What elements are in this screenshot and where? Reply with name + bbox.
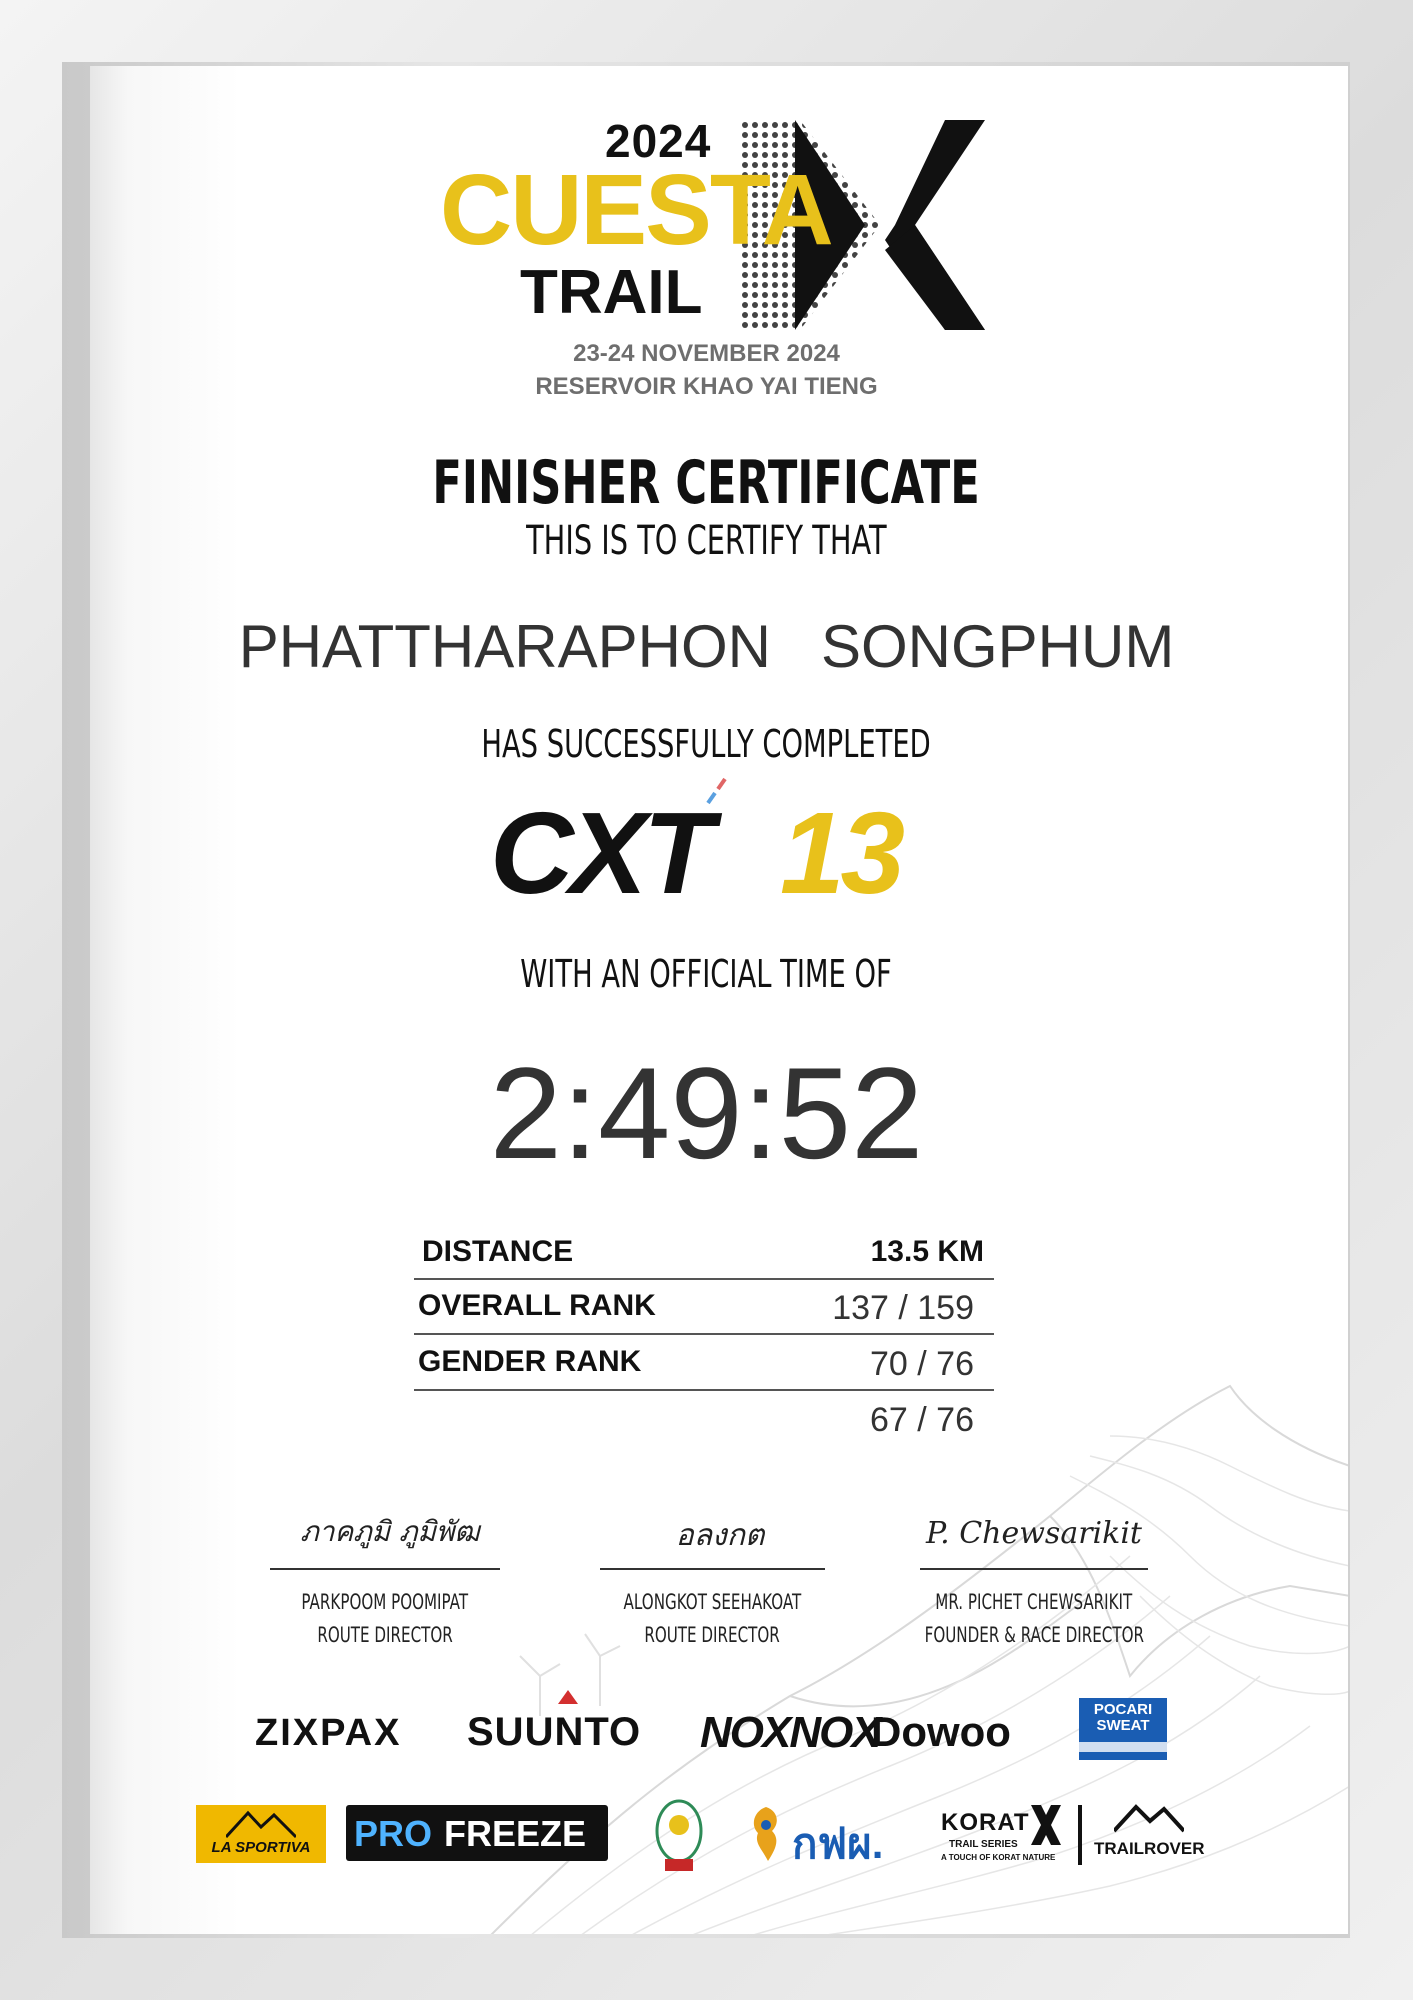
signature-block-2	[600, 1500, 825, 1660]
signature-line	[920, 1568, 1148, 1570]
table-divider	[414, 1333, 994, 1335]
event-year: 2024	[605, 115, 712, 167]
event-venue: RESERVOIR KHAO YAI TIENG	[535, 373, 878, 400]
sponsor-logo-egat: กฟผ.	[792, 1820, 884, 1867]
result-label: GENDER RANK	[418, 1345, 642, 1378]
runner-name: PHATTHARAPHON SONGPHUM	[238, 613, 1175, 680]
certify-text-wrap	[0, 518, 1413, 564]
event-date: 23-24 NOVEMBER 2024	[573, 340, 840, 367]
certificate-title: FINISHER CERTIFICATE	[432, 448, 981, 518]
signatory-name: PARKPOOM POOMIPAT	[301, 1590, 469, 1614]
signatory-role: FOUNDER & RACE DIRECTOR	[924, 1623, 1144, 1647]
table-divider	[414, 1389, 994, 1391]
time-label-wrap	[0, 952, 1413, 996]
result-label: OVERALL RANK	[418, 1289, 656, 1322]
handwritten-signature: P. Chewsarikit	[926, 1516, 1142, 1551]
completed-text: HAS SUCCESSFULLY COMPLETED	[481, 722, 932, 766]
sponsor-logo-suunto: SUUNTO	[467, 1710, 642, 1754]
result-value: 67 / 76	[870, 1401, 974, 1439]
result-value: 13.5 KM	[870, 1235, 984, 1268]
sponsor-row-1	[255, 1690, 1175, 1770]
signature-block-1	[270, 1500, 500, 1660]
signatory-name: MR. PICHET CHEWSARIKIT	[935, 1590, 1133, 1614]
handwritten-signature: ภาคภูมิ ภูมิพัฒ	[300, 1515, 480, 1548]
signatory-role: ROUTE DIRECTOR	[644, 1623, 781, 1647]
sponsor-logo-pocari: POCARI SWEAT	[1079, 1698, 1167, 1760]
result-label: DISTANCE	[422, 1235, 574, 1268]
results-table	[414, 1225, 994, 1450]
race-logo	[490, 775, 920, 920]
sponsor-logo-egat-map-icon	[746, 1805, 786, 1863]
event-name-cuesta: CUESTA	[440, 154, 832, 266]
sponsor-logo-la-sportiva: LA SPORTIVA	[196, 1805, 326, 1863]
sponsor-divider	[1078, 1805, 1082, 1865]
signatory-name: ALONGKOT SEEHAKOAT	[623, 1590, 802, 1614]
sponsor-logo-pro-freeze: PRO FREEZE	[346, 1805, 608, 1861]
time-label: WITH AN OFFICIAL TIME OF	[520, 952, 893, 996]
official-time: 2:49:52	[489, 1040, 924, 1186]
signatory-role: ROUTE DIRECTOR	[317, 1623, 453, 1647]
sponsor-logo-korat-trail-series: KORAT TRAIL SERIES A TOUCH OF KORAT NATURE	[941, 1805, 1061, 1869]
completed-text-wrap	[0, 722, 1413, 766]
signature-block-3	[920, 1500, 1148, 1660]
certificate-title-wrap	[0, 448, 1413, 518]
signature-line	[600, 1568, 825, 1570]
race-logo-number: 13	[780, 788, 902, 918]
result-value: 137 / 159	[832, 1289, 974, 1327]
event-logo	[440, 110, 980, 325]
sponsor-logo-noxnox: NOXNOX	[700, 1708, 879, 1757]
race-logo-cxt: CXT	[490, 788, 710, 918]
handwritten-signature: อลงกต	[675, 1518, 765, 1553]
sponsor-logo-dowoo: Dowoo	[871, 1708, 1011, 1755]
event-name-trail: TRAIL	[520, 258, 703, 327]
result-value: 70 / 76	[870, 1345, 974, 1383]
table-divider	[414, 1278, 994, 1280]
sponsor-logo-trailrover: TRAILROVER	[1094, 1803, 1204, 1873]
sponsor-logo-zixpax: ZIXPAX	[255, 1712, 402, 1754]
suunto-triangle-icon	[558, 1690, 578, 1704]
sponsor-row-2	[196, 1795, 1226, 1885]
sponsor-logo-emblem	[651, 1795, 707, 1875]
certify-text: THIS IS TO CERTIFY THAT	[526, 518, 887, 564]
signature-line	[270, 1568, 500, 1570]
